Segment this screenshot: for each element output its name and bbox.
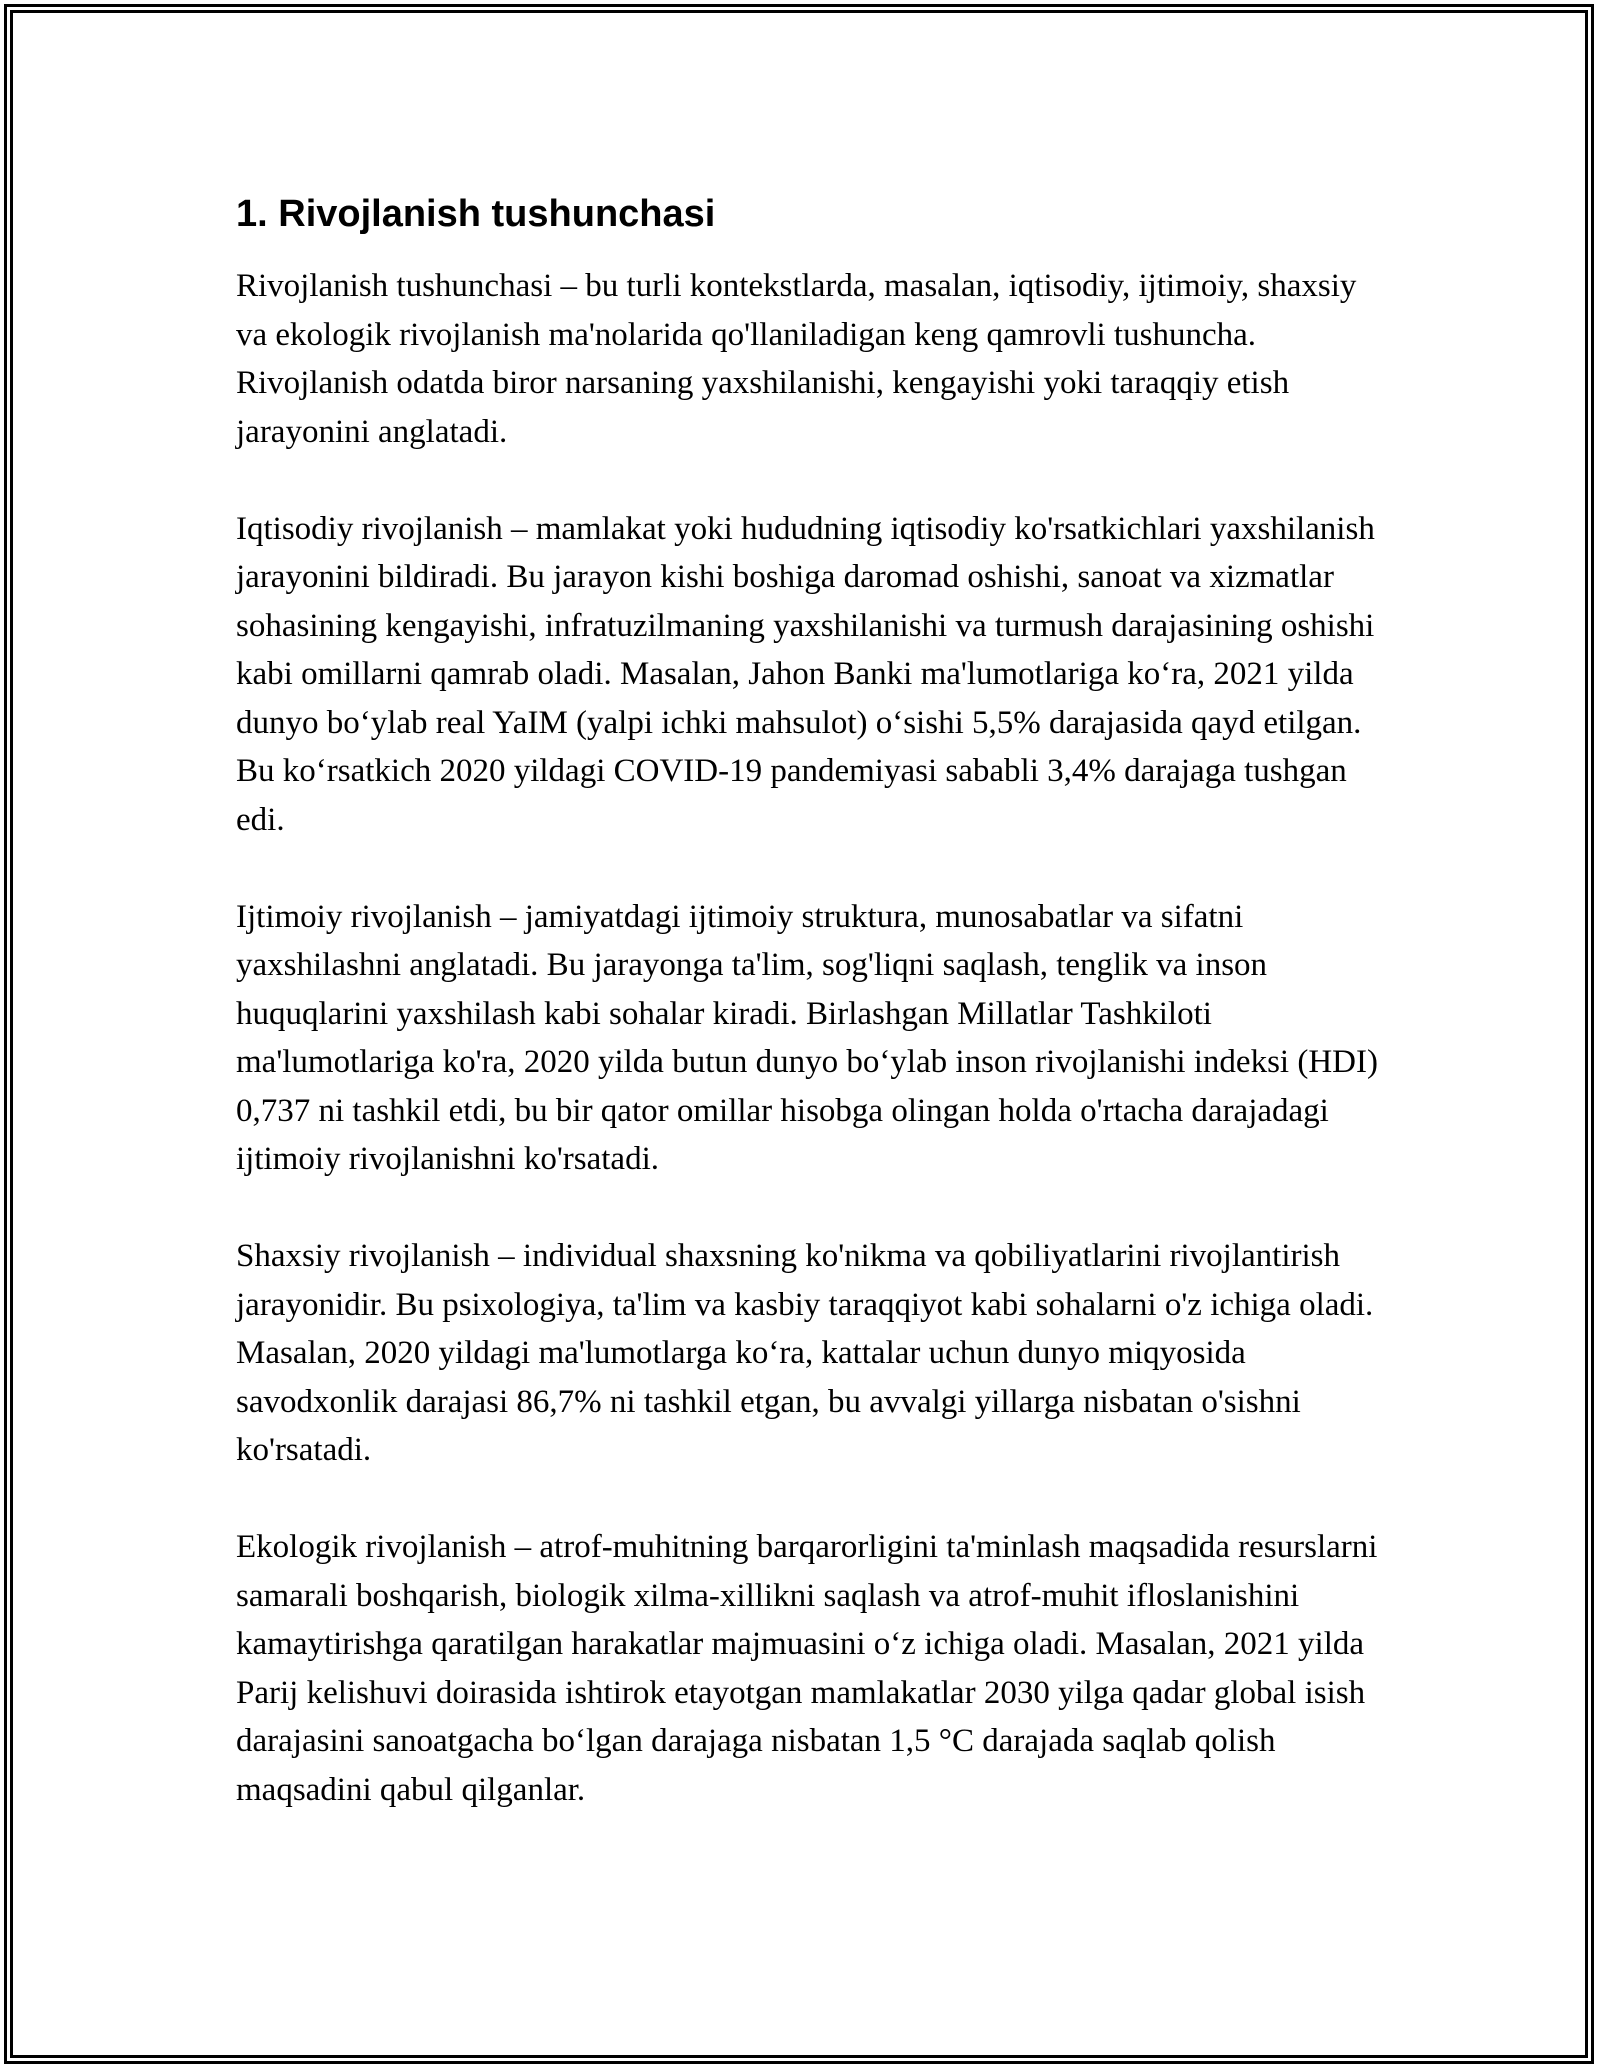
paragraph-personal-development: Shaxsiy rivojlanish – individual shaxsning ko'nikma va qobiliyatlarini rivojlantirish jarayonidir. Bu psixologiya, ta'lim va kasbiy taraqqiyot kabi sohalarni o'z ichiga oladi. Masalan, 2020 yildagi ma'lumotlarga ko‘ra, kattalar uchun dunyo miqyosida savodxonlik darajasi 86,7% ni tashkil etgan, bu avvalgi yillarga nisbatan o'sishni ko'rsatadi. xyxy=(236,1238,1374,1468)
document-body xyxy=(236,190,1386,1863)
section-heading: 1. Rivojlanish tushunchasi xyxy=(236,193,716,235)
paragraph-economic-development: Iqtisodiy rivojlanish – mamlakat yoki hududning iqtisodiy ko'rsatkichlari yaxshilanish jarayonini bildiradi. Bu jarayon kishi boshiga daromad oshishi, sanoat va xizmatlar sohasining kengayishi, infratuzilmaning yaxshilanishi va turmush darajasining oshishi kabi omillarni qamrab oladi. Masalan, Jahon Banki ma'lumotlariga ko‘ra, 2021 yilda dunyo bo‘ylab real YaIM (yalpi ichki mahsulot) o‘sishi 5,5% darajasida qayd etilgan. Bu ko‘rsatkich 2020 yildagi COVID-19 pandemiyasi sababli 3,4% darajaga tushgan edi. xyxy=(236,510,1375,838)
paragraph-social-development: Ijtimoiy rivojlanish – jamiyatdagi ijtimoiy struktura, munosabatlar va sifatni yaxshilashni anglatadi. Bu jarayonga ta'lim, sog'liqni saqlash, tenglik va inson huquqlarini yaxshilash kabi sohalar kiradi. Birlashgan Millatlar Tashkiloti ma'lumotlariga ko'ra, 2020 yilda butun dunyo bo‘ylab inson rivojlanishi indeksi (HDI) 0,737 ni tashkil etdi, bu bir qator omillar hisobga olingan holda o'rtacha darajadagi ijtimoiy rivojlanishni ko'rsatadi. xyxy=(236,898,1378,1177)
paragraph-ecological-development: Ekologik rivojlanish – atrof-muhitning barqarorligini ta'minlash maqsadida resurslarni samarali boshqarish, biologik xilma-xillikni saqlash va atrof-muhit ifloslanishini kamaytirishga qaratilgan harakatlar majmuasini o‘z ichiga oladi. Masalan, 2021 yilda Parij kelishuvi doirasida ishtirok etayotgan mamlakatlar 2030 yilga qadar global isish darajasini sanoatgacha bo‘lgan darajaga nisbatan 1,5 °C darajada saqlab qolish maqsadini qabul qilganlar. xyxy=(236,1529,1378,1808)
paragraph-definition: Rivojlanish tushunchasi – bu turli kontekstlarda, masalan, iqtisodiy, ijtimoiy, shaxsiy va ekologik rivojlanish ma'nolarida qo'llaniladigan keng qamrovli tushuncha. Rivojlanish odatda biror narsaning yaxshilanishi, kengayishi yoki taraqqiy etish jarayonini anglatadi. xyxy=(236,268,1357,450)
